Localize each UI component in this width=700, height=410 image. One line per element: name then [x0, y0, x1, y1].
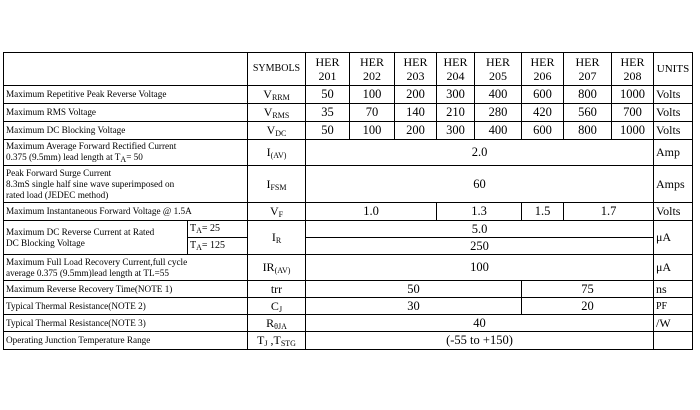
- unit-cell: Volts: [654, 122, 693, 140]
- value-cell: 400: [475, 86, 522, 104]
- param-label: Operating Junction Temperature Range: [4, 332, 248, 350]
- symbol-cell: $V_{RMS}$: [248, 104, 306, 122]
- value-cell: 5.0: [306, 221, 654, 238]
- param-label: Maximum DC Blocking Voltage: [4, 122, 248, 140]
- value-cell: 35: [306, 104, 350, 122]
- value-cell: 1.3: [437, 203, 522, 221]
- model-header-208: HER 208: [612, 53, 654, 86]
- row-vdc: [4, 122, 693, 140]
- unit-cell: μA: [654, 221, 693, 255]
- value-cell: 800: [564, 122, 612, 140]
- value-cell: 60: [306, 166, 654, 203]
- value-cell: 600: [522, 122, 564, 140]
- value-cell: 30: [306, 298, 522, 315]
- model-header-202: HER 202: [350, 53, 395, 86]
- param-label: Maximum Average Forward Rectified Current 0.375 (9.5mm) lead length at TA= 50: [4, 140, 248, 166]
- unit-cell: μA: [654, 255, 693, 281]
- unit-cell: Amp: [654, 140, 693, 166]
- symbol-cell: $R_{\theta JA}$: [248, 315, 306, 332]
- value-cell: 1.0: [306, 203, 437, 221]
- header-blank-cell: [4, 53, 248, 86]
- param-label: Maximum Reverse Recovery Time(NOTE 1): [4, 281, 248, 298]
- value-cell: 100: [350, 86, 395, 104]
- value-cell: 1.5: [522, 203, 564, 221]
- value-cell: (-55 to +150): [306, 332, 654, 350]
- row-vrrm: [4, 86, 693, 104]
- row-cj: [4, 298, 693, 315]
- model-header-203: HER 203: [395, 53, 437, 86]
- value-cell: 400: [475, 122, 522, 140]
- value-cell: 560: [564, 104, 612, 122]
- value-cell: 1.7: [564, 203, 654, 221]
- value-cell: 420: [522, 104, 564, 122]
- unit-cell: Volts: [654, 203, 693, 221]
- value-cell: 200: [395, 122, 437, 140]
- value-cell: 1000: [612, 122, 654, 140]
- value-cell: 20: [522, 298, 654, 315]
- value-cell: 2.0: [306, 140, 654, 166]
- symbol-cell: $I_{FSM}$: [248, 166, 306, 203]
- unit-cell: Volts: [654, 86, 693, 104]
- value-cell: 300: [437, 86, 475, 104]
- unit-cell: Amps: [654, 166, 693, 203]
- row-ir-25: [4, 221, 693, 238]
- model-header-206: HER 206: [522, 53, 564, 86]
- param-label: Maximum Full Load Recovery Current,full cycle average 0.375 (9.5mm)lead length at TL=55: [4, 255, 248, 281]
- unit-cell: PF: [654, 298, 693, 315]
- value-cell: 40: [306, 315, 654, 332]
- param-label: Maximum Repetitive Peak Reverse Voltage: [4, 86, 248, 104]
- symbol-cell: $C_J$: [248, 298, 306, 315]
- symbol-cell: $V_{RRM}$: [248, 86, 306, 104]
- unit-cell: [654, 332, 693, 350]
- row-vf: [4, 203, 693, 221]
- symbol-cell: $I_R$: [248, 221, 306, 255]
- row-trr: [4, 281, 693, 298]
- condition-cell: $T_A= 125$: [188, 238, 248, 255]
- condition-cell: $T_A= 25$: [188, 221, 248, 238]
- symbol-cell: $T_J$ $,T_{STG}$: [248, 332, 306, 350]
- value-cell: 50: [306, 86, 350, 104]
- value-cell: 75: [522, 281, 654, 298]
- value-cell: 800: [564, 86, 612, 104]
- param-label: Maximum DC Reverse Current at Rated DC Blocking Voltage: [4, 221, 188, 255]
- value-cell: 50: [306, 281, 522, 298]
- param-label: Peak Forward Surge Current 8.3mS single half sine wave superimposed on rated load (JEDEC method): [4, 166, 248, 203]
- value-cell: 1000: [612, 86, 654, 104]
- value-cell: 600: [522, 86, 564, 104]
- model-header-205: HER 205: [475, 53, 522, 86]
- row-ifsm: [4, 166, 693, 203]
- value-cell: 200: [395, 86, 437, 104]
- value-cell: 70: [350, 104, 395, 122]
- symbols-header: SYMBOLS: [248, 53, 306, 86]
- units-header: UNITS: [654, 53, 693, 86]
- row-vrms: [4, 104, 693, 122]
- value-cell: 140: [395, 104, 437, 122]
- unit-cell: Volts: [654, 104, 693, 122]
- value-cell: 280: [475, 104, 522, 122]
- value-cell: 700: [612, 104, 654, 122]
- row-irav: [4, 255, 693, 281]
- row-rja: [4, 315, 693, 332]
- unit-cell: ns: [654, 281, 693, 298]
- row-tj: [4, 332, 693, 350]
- value-cell: 100: [306, 255, 654, 281]
- symbol-cell: $V_{DC}$: [248, 122, 306, 140]
- symbol-cell: $IR_{(AV)}$: [248, 255, 306, 281]
- model-header-207: HER 207: [564, 53, 612, 86]
- value-cell: 250: [306, 238, 654, 255]
- param-label: Typical Thermal Resistance(NOTE 3): [4, 315, 248, 332]
- symbol-cell: trr: [248, 281, 306, 298]
- param-label: Maximum Instantaneous Forward Voltage @ 1.5A: [4, 203, 248, 221]
- value-cell: 210: [437, 104, 475, 122]
- symbol-cell: $V_F$: [248, 203, 306, 221]
- unit-cell: /W: [654, 315, 693, 332]
- param-label: Typical Thermal Resistance(NOTE 2): [4, 298, 248, 315]
- row-iav: [4, 140, 693, 166]
- model-header-201: HER 201: [306, 53, 350, 86]
- value-cell: 300: [437, 122, 475, 140]
- header-row: [4, 53, 693, 86]
- param-label: Maximum RMS Voltage: [4, 104, 248, 122]
- specifications-table: [3, 52, 693, 350]
- value-cell: 50: [306, 122, 350, 140]
- value-cell: 100: [350, 122, 395, 140]
- model-header-204: HER 204: [437, 53, 475, 86]
- symbol-cell: $I_{(AV)}$: [248, 140, 306, 166]
